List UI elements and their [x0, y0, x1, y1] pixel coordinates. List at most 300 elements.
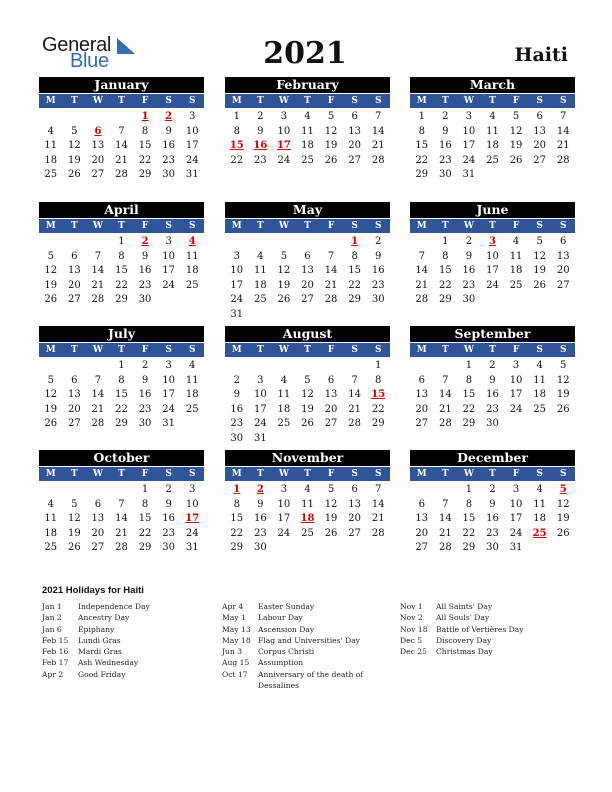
day-cell: 19 — [324, 513, 338, 524]
day-cell: 2 — [233, 374, 240, 386]
day-cell: 21 — [115, 154, 128, 166]
holiday-row — [400, 646, 570, 657]
day-cell: 3 — [280, 111, 288, 122]
day-cell: 7 — [442, 374, 449, 386]
day-cell: 27 — [67, 294, 81, 305]
day-cell: 7 — [327, 250, 335, 262]
day-cell: 22 — [415, 154, 429, 166]
weekday-label: T — [304, 221, 311, 231]
day-cell: 18 — [301, 140, 314, 151]
weekday-label: T — [257, 345, 264, 355]
day-cell: 21 — [438, 527, 452, 539]
empty-cell — [110, 110, 134, 125]
weekday-label: S — [536, 469, 543, 479]
weekday-label: T — [442, 221, 449, 231]
day-cell: 7 — [94, 374, 102, 386]
day-cell: 9 — [165, 498, 172, 510]
weekday-header — [39, 342, 204, 357]
day-cell: 15 — [138, 140, 152, 151]
month-january — [39, 77, 204, 183]
weekday-label: T — [489, 96, 496, 106]
day-cell: 1 — [465, 484, 473, 495]
day-cell: 11 — [277, 389, 291, 400]
day-cell: 27 — [415, 418, 429, 429]
day-cell: 20 — [415, 527, 429, 539]
month-title: May — [225, 202, 390, 218]
blue-triangle-icon — [115, 36, 137, 56]
weekday-label: F — [141, 345, 149, 355]
day-cell: 6 — [327, 374, 335, 386]
day-cell: 11 — [44, 513, 58, 524]
day-cell: 22 — [115, 279, 128, 291]
month-title: August — [225, 326, 390, 342]
day-cell: 28 — [371, 527, 385, 539]
day-cell: 21 — [91, 279, 105, 291]
empty-cell — [39, 483, 63, 498]
day-cell: 11 — [301, 125, 314, 137]
day-cell: 19 — [67, 154, 81, 166]
day-cell: 22 — [462, 403, 476, 415]
day-cell: 6 — [418, 374, 425, 386]
day-cell: 9 — [141, 374, 149, 386]
day-cell: 24 — [162, 279, 175, 291]
month-title: January — [39, 77, 204, 93]
month-title: September — [410, 326, 575, 342]
day-grid — [225, 357, 390, 446]
day-cell: 14 — [324, 265, 338, 276]
day-cell: 27 — [91, 169, 105, 180]
weekday-label: S — [351, 345, 358, 355]
weekday-label: W — [463, 345, 474, 355]
day-cell: 4 — [47, 125, 54, 137]
day-cell: 20 — [324, 403, 338, 415]
holiday-name: Assumption — [258, 658, 304, 668]
day-cell: 16 — [486, 513, 499, 524]
day-cell: 13 — [415, 389, 429, 400]
day-cell: 29 — [415, 169, 429, 180]
weekday-label: F — [512, 96, 520, 106]
weekday-label: T — [489, 469, 496, 479]
weekday-label: S — [351, 469, 358, 479]
holiday-day-cell: 3 — [489, 236, 496, 247]
day-grid — [410, 481, 575, 556]
holiday-day-cell: 16 — [253, 140, 268, 151]
holiday-day-cell: 25 — [532, 527, 547, 539]
day-cell: 10 — [509, 374, 523, 386]
empty-cell — [249, 235, 273, 250]
day-cell: 1 — [141, 484, 149, 495]
day-cell: 20 — [67, 403, 81, 415]
day-cell: 5 — [47, 250, 54, 262]
day-cell: 10 — [185, 498, 199, 510]
weekday-label: M — [416, 469, 427, 479]
weekday-label: W — [278, 469, 289, 479]
day-cell: 27 — [556, 279, 570, 291]
day-cell: 9 — [442, 125, 449, 137]
weekday-label: S — [189, 221, 196, 231]
day-cell: 17 — [162, 265, 175, 276]
day-cell: 31 — [253, 432, 267, 444]
holiday-date: Jan 6 — [42, 624, 62, 634]
weekday-label: T — [442, 469, 449, 479]
holiday-name: Epiphany — [78, 624, 115, 634]
weekday-label: M — [231, 469, 242, 479]
day-cell: 20 — [67, 279, 81, 291]
day-cell: 7 — [94, 250, 102, 262]
month-april — [39, 202, 204, 308]
weekday-header — [410, 218, 575, 233]
day-cell: 28 — [415, 294, 429, 305]
weekday-label: S — [560, 96, 567, 106]
day-cell: 26 — [533, 279, 546, 291]
weekday-label: F — [512, 221, 520, 231]
day-cell: 4 — [280, 374, 288, 386]
day-cell: 20 — [348, 513, 361, 524]
day-cell: 27 — [91, 542, 105, 553]
day-cell: 10 — [509, 498, 523, 510]
weekday-label: S — [375, 469, 382, 479]
weekday-label: W — [92, 221, 103, 231]
weekday-header — [225, 218, 390, 233]
weekday-label: F — [512, 469, 520, 479]
day-cell: 24 — [162, 403, 175, 415]
day-cell: 21 — [324, 279, 338, 291]
weekday-label: W — [278, 96, 289, 106]
holiday-day-cell: 15 — [371, 389, 386, 400]
day-cell: 31 — [462, 169, 476, 180]
weekday-label: M — [231, 345, 242, 355]
holiday-day-cell: 15 — [229, 140, 244, 151]
weekday-header — [225, 342, 390, 357]
day-cell: 14 — [91, 265, 105, 276]
month-title: June — [410, 202, 575, 218]
weekday-label: T — [118, 96, 125, 106]
day-cell: 8 — [351, 250, 358, 262]
day-cell: 3 — [512, 484, 520, 495]
day-cell: 6 — [351, 111, 358, 122]
day-cell: 22 — [438, 279, 452, 291]
day-cell: 16 — [162, 140, 175, 151]
day-cell: 16 — [138, 389, 152, 400]
day-cell: 9 — [489, 498, 496, 510]
day-cell: 18 — [253, 279, 267, 291]
day-cell: 3 — [165, 360, 172, 371]
weekday-label: S — [189, 96, 196, 106]
weekday-label: T — [304, 469, 311, 479]
day-cell: 29 — [348, 294, 361, 305]
day-cell: 29 — [462, 542, 476, 553]
day-cell: 14 — [348, 389, 361, 400]
day-cell: 20 — [556, 265, 570, 276]
holiday-day-cell: 17 — [185, 513, 200, 524]
day-cell: 24 — [185, 154, 199, 166]
holiday-name: Ancestry Day — [78, 613, 130, 623]
day-cell: 2 — [489, 360, 496, 371]
holiday-date: Apr 4 — [222, 602, 244, 611]
holiday-name: Discovery Day — [436, 635, 492, 645]
day-cell: 24 — [486, 279, 499, 291]
weekday-label: S — [560, 345, 567, 355]
month-february — [225, 77, 390, 168]
weekday-label: S — [165, 345, 172, 355]
weekday-label: T — [118, 221, 125, 231]
day-cell: 29 — [462, 418, 476, 429]
day-cell: 7 — [442, 498, 449, 510]
weekday-label: T — [257, 221, 264, 231]
weekday-label: S — [560, 469, 567, 479]
empty-cell — [343, 359, 367, 374]
day-cell: 15 — [438, 265, 452, 276]
weekday-label: T — [304, 96, 311, 106]
day-cell: 25 — [277, 418, 291, 429]
day-cell: 16 — [462, 265, 476, 276]
holiday-row — [42, 646, 212, 657]
day-cell: 9 — [465, 250, 473, 262]
day-cell: 30 — [486, 542, 499, 553]
day-cell: 17 — [277, 513, 291, 524]
day-cell: 28 — [348, 418, 361, 429]
day-cell: 1 — [442, 236, 449, 247]
day-cell: 16 — [138, 265, 152, 276]
day-cell: 21 — [415, 279, 429, 291]
day-cell: 31 — [509, 542, 523, 553]
day-cell: 16 — [253, 513, 267, 524]
day-cell: 13 — [91, 140, 105, 151]
day-cell: 13 — [533, 125, 546, 137]
day-cell: 20 — [348, 140, 361, 151]
day-cell: 4 — [304, 111, 311, 122]
weekday-label: F — [327, 345, 335, 355]
day-cell: 6 — [351, 484, 358, 495]
day-cell: 23 — [138, 279, 152, 291]
day-cell: 17 — [162, 389, 175, 400]
holiday-name: Independence Day — [78, 602, 150, 611]
day-cell: 18 — [509, 265, 523, 276]
empty-cell — [63, 359, 87, 374]
weekday-label: F — [141, 469, 149, 479]
day-cell: 22 — [138, 527, 152, 539]
weekday-label: S — [165, 221, 172, 231]
day-cell: 25 — [509, 279, 523, 291]
empty-cell — [63, 235, 87, 250]
day-cell: 18 — [486, 140, 499, 151]
weekday-label: F — [512, 345, 520, 355]
day-cell: 9 — [375, 250, 382, 262]
day-cell: 4 — [536, 360, 543, 371]
weekday-label: M — [45, 469, 56, 479]
day-grid — [225, 108, 390, 168]
day-cell: 21 — [371, 513, 385, 524]
day-cell: 8 — [233, 125, 240, 137]
empty-cell — [86, 110, 110, 125]
holidays-title: 2021 Holidays for Haiti — [42, 585, 144, 596]
day-cell: 22 — [230, 527, 244, 539]
month-november — [225, 450, 390, 556]
day-cell: 31 — [162, 418, 175, 429]
day-cell: 23 — [138, 403, 152, 415]
day-cell: 1 — [465, 360, 473, 371]
weekday-label: F — [327, 96, 335, 106]
day-cell: 20 — [415, 403, 429, 415]
day-cell: 3 — [189, 111, 196, 122]
day-cell: 30 — [230, 432, 244, 444]
weekday-label: M — [45, 345, 56, 355]
day-cell: 26 — [67, 169, 81, 180]
holiday-row — [400, 624, 570, 635]
weekday-label: W — [92, 345, 103, 355]
day-cell: 4 — [257, 250, 264, 262]
day-cell: 22 — [348, 279, 361, 291]
day-cell: 8 — [141, 125, 149, 137]
weekday-label: T — [489, 345, 496, 355]
holiday-day-cell: 2 — [256, 484, 264, 495]
empty-cell — [39, 235, 63, 250]
day-cell: 23 — [486, 403, 499, 415]
day-cell: 30 — [438, 169, 452, 180]
month-december — [410, 450, 575, 556]
day-cell: 18 — [44, 154, 58, 166]
day-cell: 5 — [47, 374, 54, 386]
holiday-row — [42, 612, 212, 623]
day-cell: 21 — [115, 527, 128, 539]
weekday-header — [410, 93, 575, 108]
empty-cell — [86, 483, 110, 498]
weekday-label: S — [536, 96, 543, 106]
weekday-label: S — [536, 345, 543, 355]
day-cell: 13 — [91, 513, 105, 524]
day-cell: 19 — [277, 279, 291, 291]
day-cell: 25 — [301, 527, 314, 539]
day-cell: 18 — [185, 389, 199, 400]
empty-cell — [434, 359, 458, 374]
day-cell: 7 — [118, 498, 125, 510]
day-cell: 28 — [115, 542, 128, 553]
day-cell: 4 — [536, 484, 543, 495]
day-cell: 3 — [189, 484, 196, 495]
day-cell: 10 — [486, 250, 499, 262]
day-cell: 31 — [185, 169, 199, 180]
day-grid — [410, 108, 575, 183]
weekday-label: W — [92, 96, 103, 106]
day-cell: 16 — [162, 513, 175, 524]
weekday-label: W — [463, 469, 474, 479]
empty-cell — [434, 483, 458, 498]
weekday-header — [225, 466, 390, 481]
holiday-row — [42, 657, 212, 668]
day-cell: 9 — [257, 498, 264, 510]
day-cell: 5 — [71, 498, 78, 510]
month-march — [410, 77, 575, 183]
month-title: November — [225, 450, 390, 466]
empty-cell — [319, 235, 343, 250]
day-cell: 29 — [371, 418, 385, 429]
day-cell: 29 — [115, 418, 128, 429]
day-cell: 30 — [462, 294, 476, 305]
weekday-label: F — [141, 221, 149, 231]
day-cell: 30 — [253, 542, 267, 553]
day-cell: 2 — [442, 111, 449, 122]
day-cell: 17 — [486, 265, 499, 276]
day-cell: 11 — [301, 498, 314, 510]
holiday-date: May 13 — [222, 624, 251, 634]
day-cell: 12 — [556, 374, 570, 386]
weekday-label: T — [71, 96, 78, 106]
day-cell: 7 — [375, 111, 382, 122]
weekday-header — [39, 93, 204, 108]
day-cell: 10 — [185, 125, 199, 137]
day-cell: 19 — [533, 265, 546, 276]
day-cell: 25 — [185, 279, 199, 291]
day-cell: 15 — [115, 389, 128, 400]
day-cell: 21 — [371, 140, 385, 151]
day-cell: 24 — [230, 294, 244, 305]
weekday-label: W — [278, 221, 289, 231]
holiday-row — [400, 601, 570, 612]
weekday-label: M — [231, 221, 242, 231]
month-title: December — [410, 450, 575, 466]
empty-cell — [225, 359, 249, 374]
weekday-label: S — [189, 345, 196, 355]
empty-cell — [410, 483, 434, 498]
holiday-row — [222, 635, 392, 646]
day-cell: 28 — [91, 294, 105, 305]
day-cell: 5 — [512, 111, 520, 122]
day-cell: 1 — [118, 236, 125, 247]
holiday-date: Nov 18 — [400, 624, 428, 634]
month-title: October — [39, 450, 204, 466]
day-cell: 18 — [185, 265, 199, 276]
month-title: April — [39, 202, 204, 218]
day-cell: 27 — [67, 418, 81, 429]
day-cell: 19 — [67, 527, 81, 539]
day-cell: 22 — [462, 527, 476, 539]
day-cell: 14 — [115, 513, 128, 524]
day-cell: 26 — [277, 294, 291, 305]
day-cell: 17 — [230, 279, 244, 291]
holiday-date: Jun 3 — [222, 647, 243, 657]
weekday-label: T — [257, 469, 264, 479]
holiday-name: Lundi Gras — [78, 635, 121, 645]
day-cell: 14 — [556, 125, 570, 137]
weekday-label: S — [560, 221, 567, 231]
day-cell: 12 — [44, 389, 58, 400]
day-cell: 30 — [486, 418, 499, 429]
day-cell: 24 — [462, 154, 476, 166]
holiday-name: Good Friday — [78, 669, 126, 679]
day-cell: 23 — [371, 279, 385, 291]
day-cell: 7 — [375, 484, 382, 495]
day-cell: 15 — [415, 140, 429, 151]
weekday-label: W — [463, 96, 474, 106]
weekday-label: S — [536, 221, 543, 231]
day-cell: 7 — [118, 125, 125, 137]
day-cell: 15 — [115, 265, 128, 276]
month-august — [225, 326, 390, 446]
day-cell: 23 — [462, 279, 476, 291]
day-cell: 30 — [162, 169, 175, 180]
day-cell: 12 — [67, 140, 81, 151]
day-cell: 6 — [418, 498, 425, 510]
holiday-row — [222, 624, 392, 635]
day-cell: 14 — [438, 389, 452, 400]
day-cell: 26 — [67, 542, 81, 553]
day-cell: 18 — [44, 527, 58, 539]
day-cell: 12 — [277, 265, 291, 276]
day-cell: 8 — [418, 125, 425, 137]
weekday-label: W — [463, 221, 474, 231]
holiday-date: Dec 25 — [400, 647, 427, 657]
day-cell: 5 — [280, 250, 288, 262]
